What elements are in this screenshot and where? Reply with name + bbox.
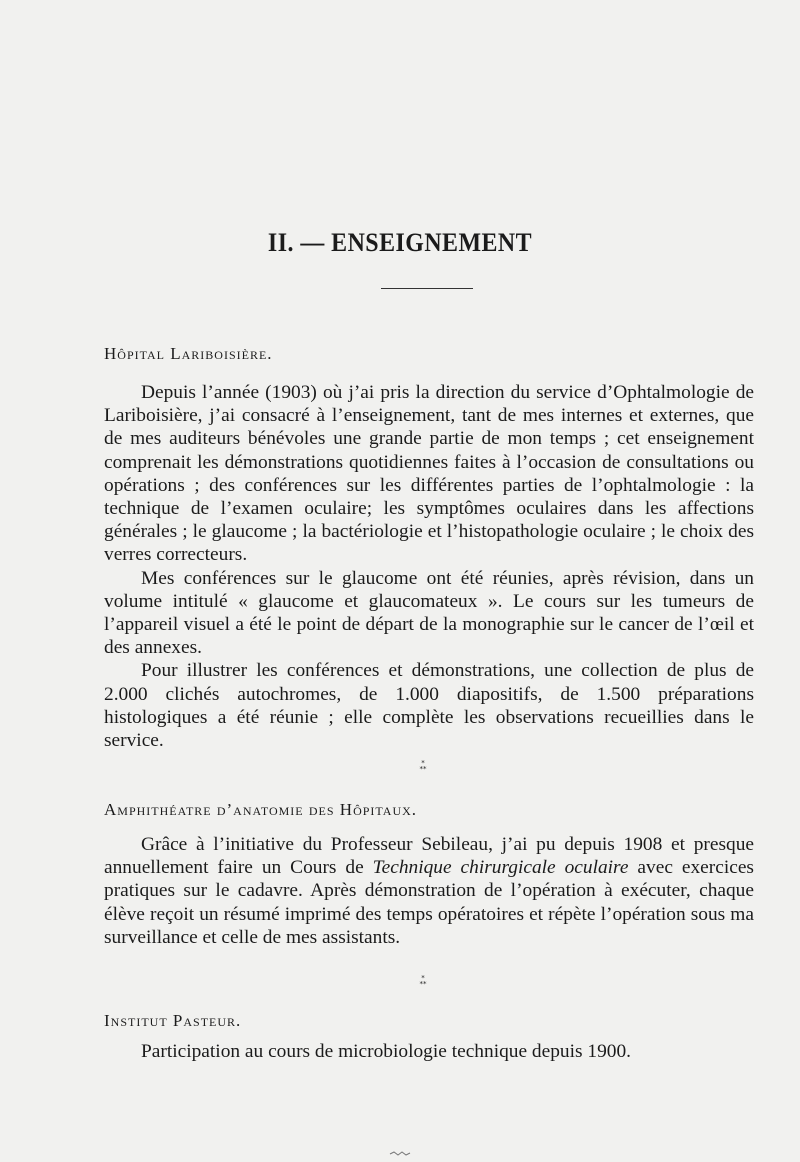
title-rule [381,288,473,289]
paragraph: Depuis l’année (1903) où j’ai pris la direction du service d’Ophtalmologie de Lariboisière, j’ai consacré à l’enseignement, tant de mes internes et externes, que de mes auditeurs bénévoles une grande partie de mon temps ; cet enseignement comprenait les démonstrations quotidiennes faites à l’occasion de consultations ou opérations ; des conférences sur les différentes parties de l’ophtalmologie : la technique de l’examen oculaire; les symptômes oculaires dans les affections générales ; le glaucome ; la bactériologie et l’histopathologie oculaire ; le choix des verres correcteurs. [104,382,754,566]
section-body-amphitheatre [104,833,754,949]
asterism-top: * [421,974,425,982]
asterism-top: * [421,759,425,767]
course-title-italic: Technique chirurgicale oculaire [372,857,629,879]
paragraph: Mes conférences sur le glaucome ont été réunies, après révision, dans un volume intitulé « glaucome et glaucomateux ». Le cours sur les tumeurs de l’appareil visuel a été le point de départ de la monographie sur le cancer de l’œil et des annexes. [104,567,754,659]
section-heading-lariboisiere: Hôpital Lariboisière. [104,344,273,363]
page-title: II. — ENSEIGNEMENT [267,228,533,257]
page-scan-mark [388,1150,412,1158]
asterism-separator [410,975,436,987]
asterism-bottom: ** [419,765,427,773]
paragraph-text-before: Grâce à l’initiative du Professeur Sebileau, j’ai pu depuis 1908 et presque annuellement faire un Cours de [104,834,754,879]
paragraph-text-after: avec exercices pratiques sur le cadavre. Après démonstration de l’opération à exécuter, chaque élève reçoit un résumé imprimé des temps opératoires et répète l’opération sous ma surveillance et celle de mes assistants. [104,857,754,948]
paragraph [104,833,754,949]
section-body-lariboisiere [104,381,754,752]
paragraph: Participation au cours de microbiologie technique depuis 1900. [141,1041,632,1062]
asterism-separator [410,760,436,772]
section-body-pasteur [104,1040,754,1063]
section-heading-pasteur: Institut Pasteur. [104,1011,242,1030]
paragraph: Pour illustrer les conférences et démonstrations, une collection de plus de 2.000 clichés autochromes, de 1.000 diapositifs, de 1.500 préparations histologiques a été réunie ; elle complète les observations recueillies dans le service. [104,660,754,752]
asterism-bottom: ** [419,980,427,988]
section-heading-amphitheatre: Amphithéatre d’anatomie des Hôpitaux. [104,800,418,819]
